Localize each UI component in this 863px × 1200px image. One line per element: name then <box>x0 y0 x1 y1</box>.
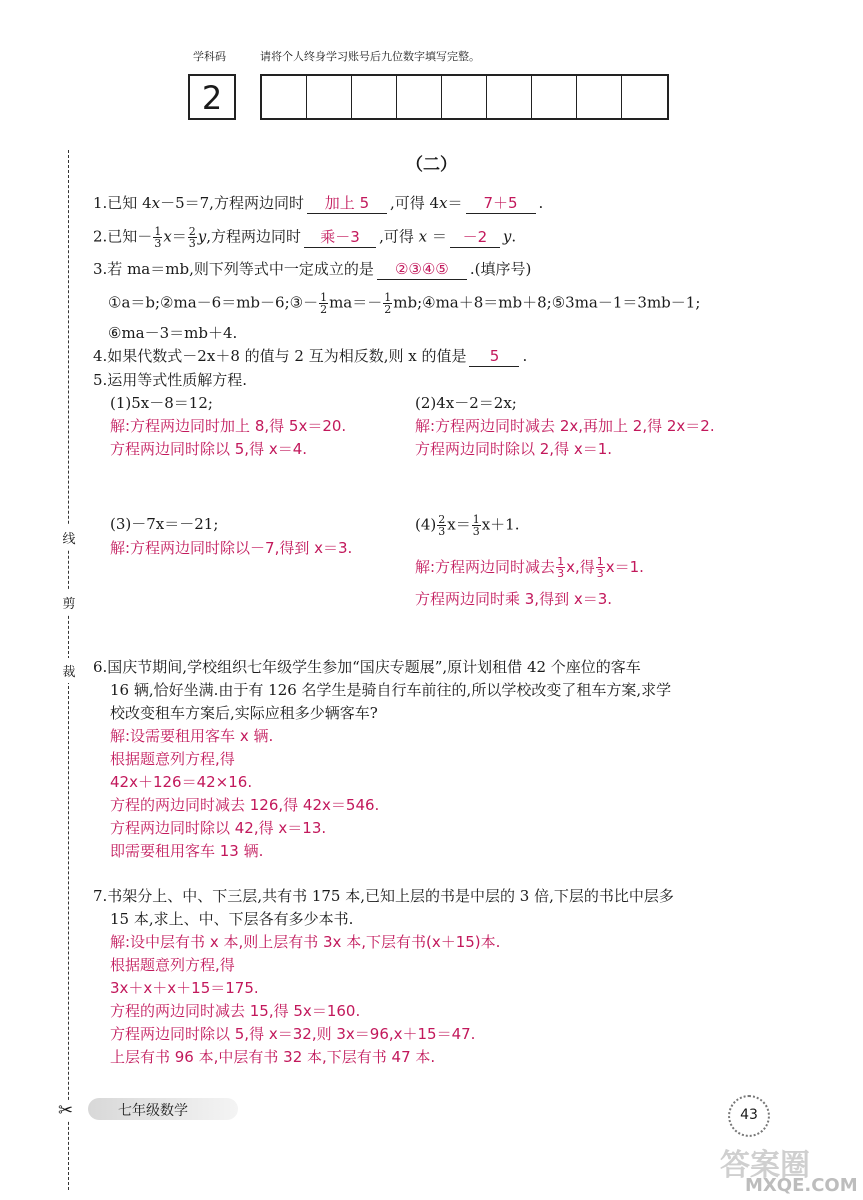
digit-box[interactable] <box>442 76 487 118</box>
answer-blank: 乘－3 <box>304 227 376 248</box>
fraction: $\frac{2}{3}$ <box>438 513 446 538</box>
fraction: $\frac{1}{2}$ <box>384 291 392 316</box>
answer-blank: 5 <box>469 346 519 367</box>
account-hint: 请将个人终身学习账号后九位数字填写完整。 <box>260 50 480 63</box>
q6-solution-line: 解:设需要租用客车 x 辆. <box>110 727 274 745</box>
section-title: （二） <box>406 155 457 175</box>
digit-box[interactable] <box>577 76 622 118</box>
fraction: $\frac{1}{3}$ <box>596 555 604 580</box>
question-6: 16 辆,恰好坐满.由于有 126 名学生是骑自行车前往的,所以学校改变了租车方案,求学 <box>110 681 672 699</box>
subject-code-label: 学科码 <box>193 50 226 63</box>
digit-box[interactable] <box>352 76 397 118</box>
account-digit-boxes[interactable] <box>260 74 669 120</box>
watermark-logo: 答案圈 <box>720 1148 810 1183</box>
scissors-icon: ✂ <box>58 1100 74 1121</box>
cut-line-char: 线 <box>60 525 78 550</box>
question-3-options-2: ⑥ma－3＝mb＋4. <box>108 324 238 342</box>
page-number: 43 <box>728 1095 770 1137</box>
question-7: 15 本,求上、中、下层各有多少本书. <box>110 910 354 928</box>
q5-part4-equation: (4) $\frac{2}{3}$ x＝ $\frac{1}{3}$ x＋1. <box>415 513 520 538</box>
question-1: 1.已知 4x－5＝7,方程两边同时 加上 5 ,可得 4x＝ 7＋5 . <box>93 194 544 212</box>
fraction: $\frac{1}{2}$ <box>320 291 328 316</box>
q7-solution-line: 3x＋x＋x＋15＝175. <box>110 979 259 997</box>
q5-part3-equation: (3)－7x＝－21; <box>110 515 219 533</box>
q6-solution-line: 方程两边同时除以 42,得 x＝13. <box>110 819 327 837</box>
answer-blank: 7＋5 <box>466 193 536 214</box>
q5-part4-solution: 方程两边同时乘 3,得到 x＝3. <box>415 590 613 608</box>
digit-box[interactable] <box>487 76 532 118</box>
digit-box[interactable] <box>532 76 577 118</box>
q6-solution-line: 即需要租用客车 13 辆. <box>110 842 264 860</box>
q6-solution-line: 方程的两边同时减去 126,得 42x＝546. <box>110 796 380 814</box>
q7-solution-line: 方程两边同时除以 5,得 x＝32,则 3x＝96,x＋15＝47. <box>110 1025 476 1043</box>
q5-part4-solution: 解:方程两边同时减去 $\frac{1}{3}$ x,得 $\frac{1}{3}$ x＝1. <box>415 555 644 580</box>
digit-box[interactable] <box>622 76 667 118</box>
digit-box[interactable] <box>307 76 352 118</box>
subject-code-box: 2 <box>188 74 236 120</box>
cut-line-char: 裁 <box>60 658 78 683</box>
fraction: $\frac{1}{3}$ <box>557 555 565 580</box>
footer-subject: 七年级数学 <box>118 1103 188 1119</box>
q5-part1-solution: 解:方程两边同时加上 8,得 5x＝20. <box>110 417 347 435</box>
digit-box[interactable] <box>397 76 442 118</box>
fraction: $\frac{2}{3}$ <box>188 225 196 250</box>
fraction: $\frac{1}{3}$ <box>472 513 480 538</box>
question-3-options: ①a＝b;②ma－6＝mb－6;③－ $\frac{1}{2}$ ma＝－ $\frac{1}{2}$ mb;④ma＋8＝mb＋8;⑤3ma－1＝3mb－1; <box>108 291 701 316</box>
q7-solution-line: 解:设中层有书 x 本,则上层有书 3x 本,下层有书(x＋15)本. <box>110 933 501 951</box>
question-2: 2.已知－ $\frac{1}{3}$ x＝ $\frac{2}{3}$ y,方程两边同时 乘－3 ,可得 x ＝ －2 y. <box>93 225 517 250</box>
question-3: 3.若 ma＝mb,则下列等式中一定成立的是 ②③④⑤ .(填序号) <box>93 260 532 278</box>
question-5: 5.运用等式性质解方程. <box>93 371 248 389</box>
question-6: 校改变租车方案后,实际应租多少辆客车? <box>110 704 378 722</box>
q5-part1-equation: (1)5x－8＝12; <box>110 394 213 412</box>
q7-solution-line: 方程的两边同时减去 15,得 5x＝160. <box>110 1002 361 1020</box>
answer-blank: －2 <box>450 227 500 248</box>
answer-blank: ②③④⑤ <box>377 259 467 280</box>
fraction: $\frac{1}{3}$ <box>154 225 162 250</box>
question-4: 4.如果代数式－2x＋8 的值与 2 互为相反数,则 x 的值是 5 . <box>93 347 528 365</box>
q5-part1-solution: 方程两边同时除以 5,得 x＝4. <box>110 440 308 458</box>
q5-part2-solution: 方程两边同时除以 2,得 x＝1. <box>415 440 613 458</box>
q7-solution-line: 上层有书 96 本,中层有书 32 本,下层有书 47 本. <box>110 1048 436 1066</box>
q6-solution-line: 根据题意列方程,得 <box>110 750 235 768</box>
q5-part3-solution: 解:方程两边同时除以－7,得到 x＝3. <box>110 539 353 557</box>
q7-solution-line: 根据题意列方程,得 <box>110 956 235 974</box>
watermark-url: MXQE.COM <box>745 1175 858 1196</box>
q5-part2-equation: (2)4x－2＝2x; <box>415 394 517 412</box>
question-6: 6.国庆节期间,学校组织七年级学生参加“国庆专题展”,原计划租借 42 个座位的客车 <box>93 658 641 676</box>
q6-solution-line: 42x＋126＝42×16. <box>110 773 253 791</box>
question-7: 7.书架分上、中、下三层,共有书 175 本,已知上层的书是中层的 3 倍,下层的书比中层多 <box>93 887 674 905</box>
cut-line-char: 剪 <box>60 590 78 615</box>
q5-part2-solution: 解:方程两边同时减去 2x,再加上 2,得 2x＝2. <box>415 417 715 435</box>
digit-box[interactable] <box>262 76 307 118</box>
answer-blank: 加上 5 <box>307 193 387 214</box>
